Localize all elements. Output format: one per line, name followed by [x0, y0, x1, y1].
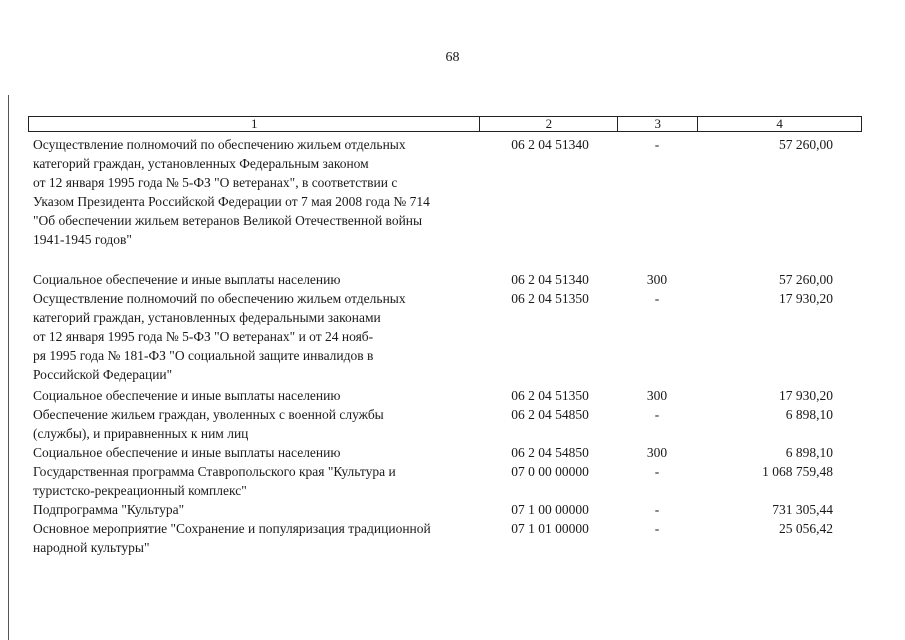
- row-name: Основное мероприятие "Сохранение и популяризация традиционной народной культуры": [33, 521, 431, 555]
- row-name: Осуществление полномочий по обеспечению жильем отдельных категорий граждан, установленных федеральными законами от 12 января 1995 года № 5-ФЗ "О ветеранах" и от 24 нояб- ря 1995 года № 181-ФЗ "О социальной защите инвалидов в Российской Федерации": [33, 291, 406, 382]
- row-code: 06 2 04 54850: [511, 407, 589, 422]
- row-type: -: [654, 407, 660, 422]
- column-header-1: 1: [29, 117, 480, 132]
- column-header-table: [28, 116, 862, 132]
- row-code: 07 0 00 00000: [511, 464, 589, 479]
- row-sum: 731 305,44: [772, 502, 833, 517]
- row-sum: 6 898,10: [785, 407, 833, 422]
- row-type: -: [654, 291, 660, 306]
- row-name: Подпрограмма "Культура": [33, 502, 185, 517]
- column-header-2: 2: [480, 117, 618, 132]
- left-margin-rule: [8, 95, 9, 640]
- row-sum: 1 068 759,48: [762, 464, 833, 479]
- row-name: Социальное обеспечение и иные выплаты населению: [33, 388, 341, 403]
- row-type: -: [654, 521, 660, 536]
- row-type: -: [654, 137, 660, 152]
- row-code: 07 1 00 00000: [511, 502, 589, 517]
- row-code: 06 2 04 54850: [511, 445, 589, 460]
- row-sum: 57 260,00: [779, 137, 833, 152]
- page-number: 68: [445, 50, 460, 65]
- row-name: Обеспечение жильем граждан, уволенных с военной службы (службы), и приравненных к ним лиц: [33, 407, 384, 441]
- row-type: -: [654, 502, 660, 517]
- row-type: 300: [646, 445, 668, 460]
- row-sum: 57 260,00: [779, 272, 833, 287]
- row-sum: 6 898,10: [785, 445, 833, 460]
- row-name: Осуществление полномочий по обеспечению жильем отдельных категорий граждан, установленных Федеральным законом от 12 января 1995 года № 5-ФЗ "О ветеранах", в соответствии с Указом Президента Российской Федерации от 7 мая 2008 года № 714 "Об обеспечении жильем ветеранов Великой Отечественной войны 1941-1945 годов": [33, 137, 430, 247]
- row-sum: 17 930,20: [779, 291, 833, 306]
- row-code: 06 2 04 51350: [511, 388, 589, 403]
- column-header-4: 4: [698, 117, 862, 132]
- row-type: -: [654, 464, 660, 479]
- row-code: 07 1 01 00000: [511, 521, 589, 536]
- row-code: 06 2 04 51350: [511, 291, 589, 306]
- row-type: 300: [646, 272, 668, 287]
- column-header-row: [29, 117, 862, 132]
- row-code: 06 2 04 51340: [511, 137, 589, 152]
- row-type: 300: [646, 388, 668, 403]
- row-name: Социальное обеспечение и иные выплаты населению: [33, 445, 341, 460]
- row-code: 06 2 04 51340: [511, 272, 589, 287]
- row-sum: 25 056,42: [779, 521, 833, 536]
- row-name: Государственная программа Ставропольского края "Культура и туристско-рекреационный комплекс": [33, 464, 396, 498]
- row-name: Социальное обеспечение и иные выплаты населению: [33, 272, 341, 287]
- row-sum: 17 930,20: [779, 388, 833, 403]
- column-header-3: 3: [618, 117, 698, 132]
